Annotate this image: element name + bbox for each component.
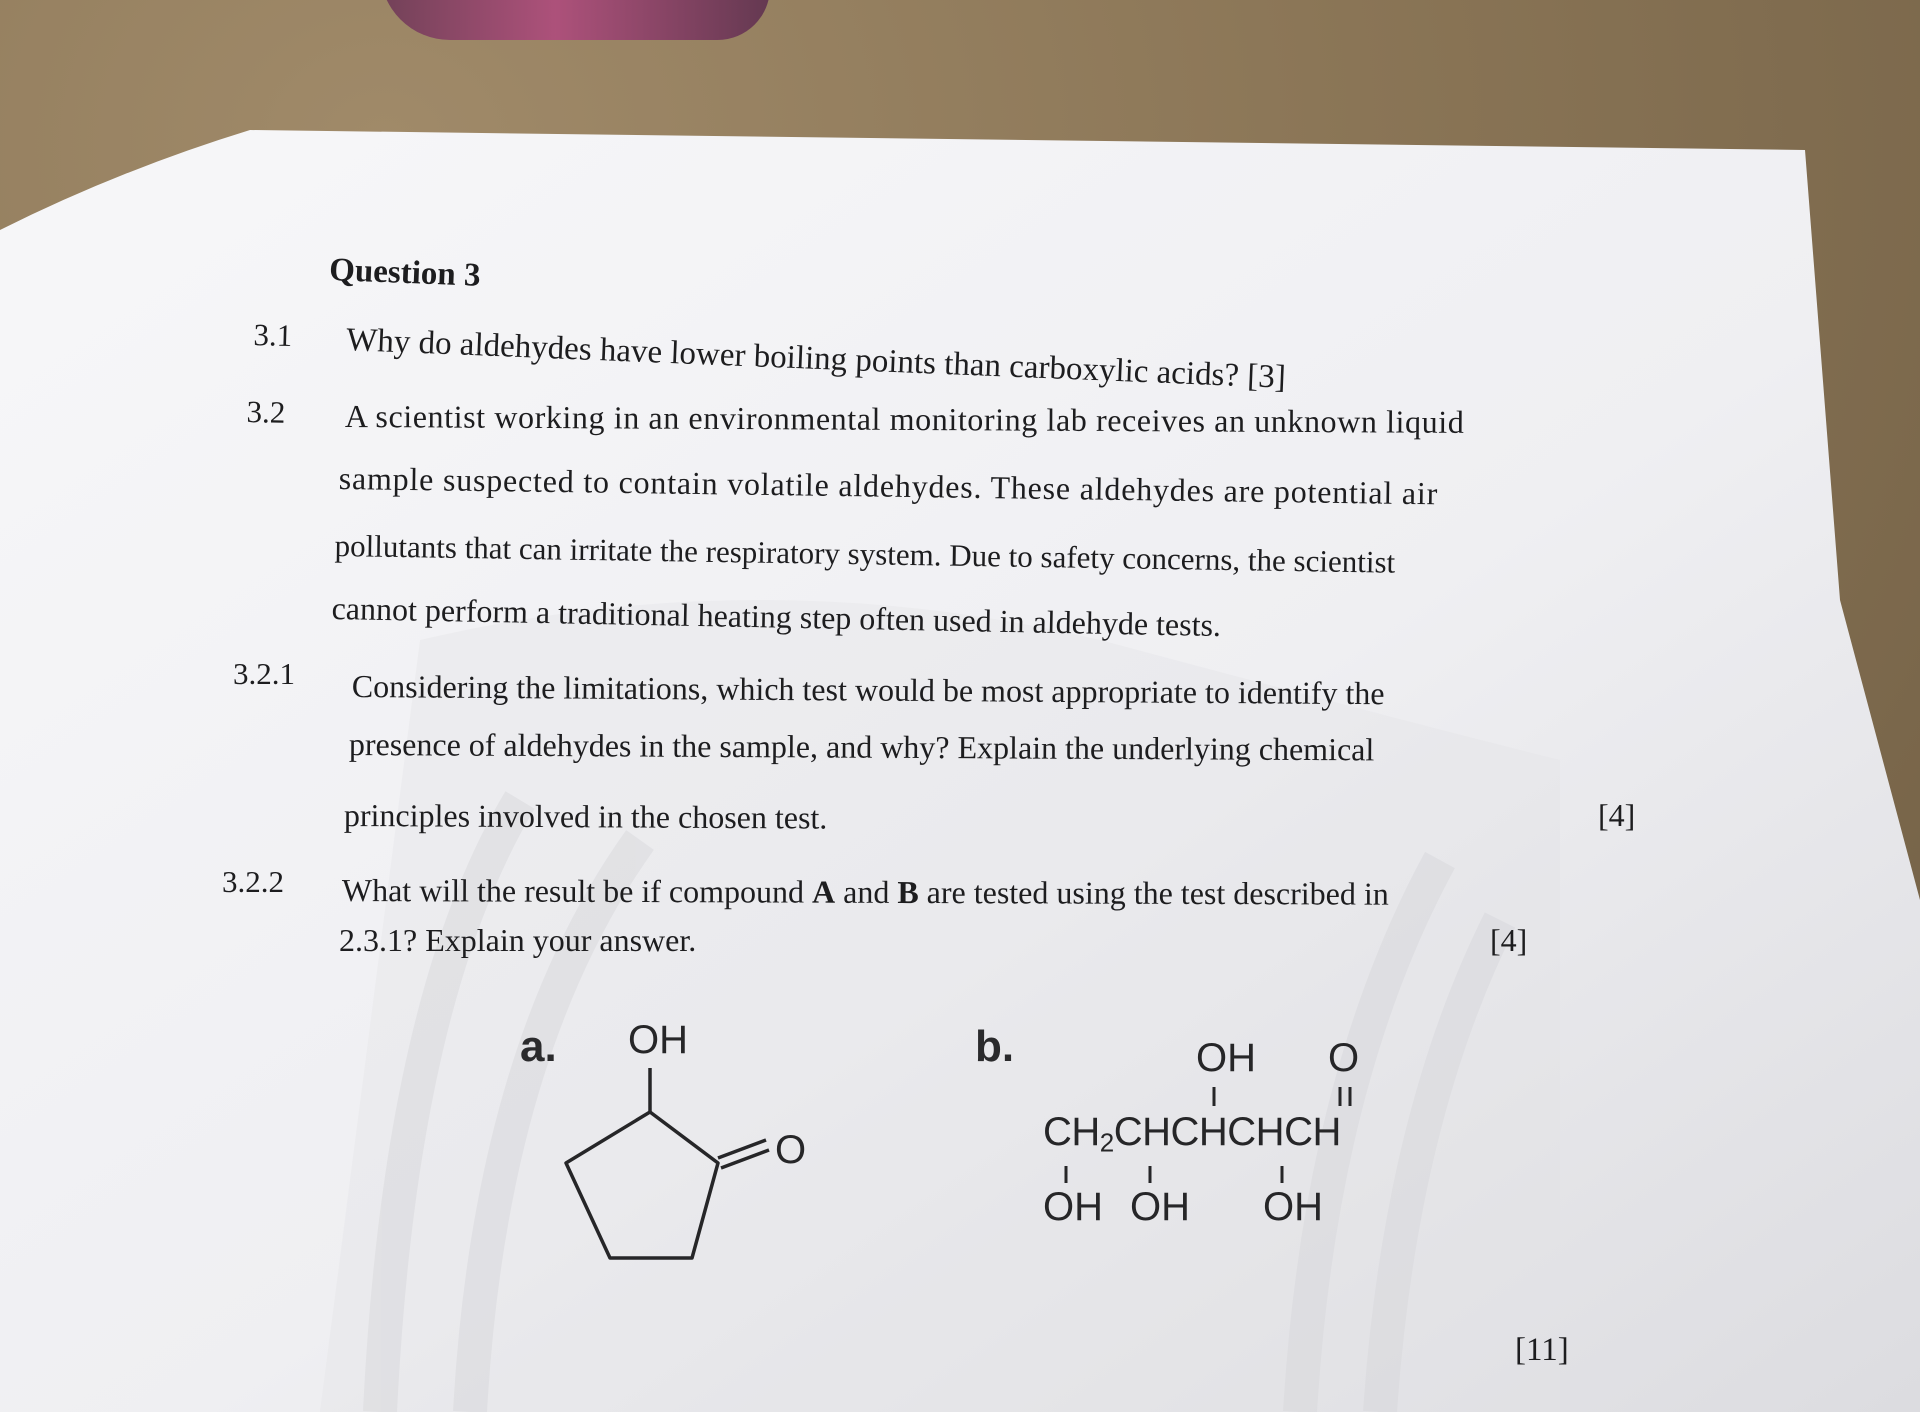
compound-a-ref: A [811, 873, 836, 910]
q3-1-text: Why do aldehydes have lower boiling points than carboxylic acids? [3] [345, 322, 1287, 396]
q3-2-2-number: 3.2.2 [222, 864, 284, 899]
compound-a-o: O [775, 1128, 807, 1172]
q3-2-line-4: cannot perform a traditional heating step often used in aldehyde tests. [331, 590, 1222, 644]
compound-a-oh: OH [628, 1018, 688, 1062]
q3-2-1-marks: [4] [1598, 797, 1636, 833]
total-marks: [11] [1515, 1332, 1569, 1368]
q3-2-1-line-3: principles involved in the chosen test. [343, 797, 828, 836]
compound-b-bottom-oh-2: OH [1130, 1185, 1190, 1229]
q3-2-2-line-1-pre: What will the result be if compound [341, 872, 813, 910]
compound-b-bottom-oh-1: OH [1043, 1185, 1103, 1229]
q3-2-1-line-2: presence of aldehydes in the sample, and why? Explain the underlying chemical [348, 726, 1375, 768]
q3-1-number: 3.1 [253, 317, 293, 354]
q3-2-1-number: 3.2.1 [233, 656, 295, 691]
compound-b-top-o: O [1328, 1036, 1360, 1080]
chain-prefix: CH [1043, 1110, 1100, 1154]
chain-rest: CHCHCHCH [1113, 1110, 1341, 1154]
q3-2-2-line-1-post: are tested using the test described in [918, 874, 1389, 912]
question-title: Question 3 [328, 252, 482, 294]
q3-2-line-1: A scientist working in an environmental monitoring lab receives an unknown liquid [344, 398, 1465, 440]
compound-b-top-oh: OH [1196, 1036, 1256, 1080]
q3-2-1-line-1: Considering the limitations, which test would be most appropriate to identify the [351, 668, 1385, 712]
compound-b-ref: B [897, 873, 919, 911]
q3-2-line-3: pollutants that can irritate the respiratory system. Due to safety concerns, the scientist [334, 528, 1396, 580]
q3-2-line-2: sample suspected to contain volatile aldehydes. These aldehydes are potential air [338, 460, 1439, 512]
q3-2-2-line-2: 2.3.1? Explain your answer. [339, 922, 697, 958]
q3-2-2-marks: [4] [1490, 922, 1528, 958]
q3-2-2-line-1-mid: and [835, 873, 898, 910]
chain-subscript: 2 [1099, 1127, 1114, 1158]
compound-b-bottom-oh-3: OH [1263, 1185, 1323, 1229]
compound-b-label: b. [975, 1022, 1015, 1071]
compound-a-label: a. [520, 1022, 557, 1071]
q3-2-number: 3.2 [246, 394, 286, 430]
